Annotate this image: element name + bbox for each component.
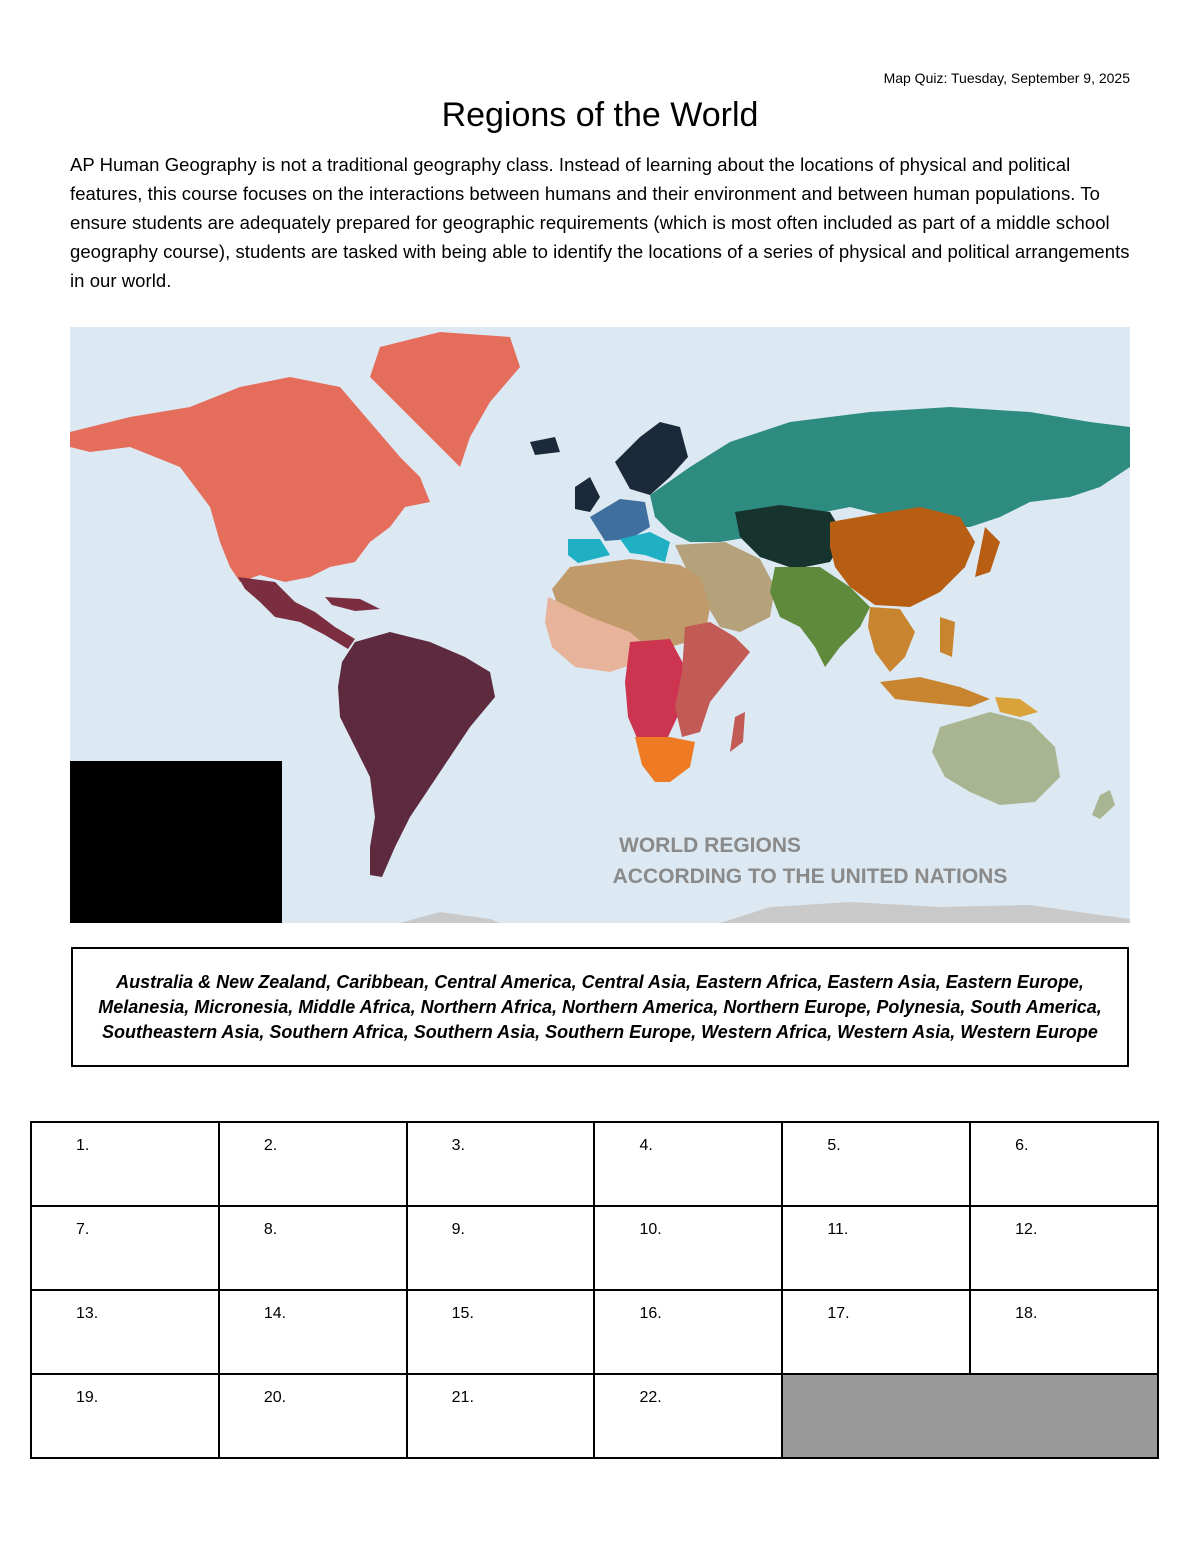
shaded-cell (782, 1374, 1158, 1458)
answer-cell[interactable]: 6. (970, 1122, 1158, 1206)
map-caption-line2: ACCORDING TO THE UNITED NATIONS (612, 865, 1008, 888)
redaction-box (70, 761, 282, 923)
answer-cell[interactable]: 17. (782, 1290, 970, 1374)
answer-cell[interactable]: 13. (31, 1290, 219, 1374)
answer-cell[interactable]: 8. (219, 1206, 407, 1290)
answer-cell[interactable]: 12. (970, 1206, 1158, 1290)
answer-cell[interactable]: 11. (782, 1206, 970, 1290)
answer-row (31, 1122, 1158, 1206)
word-bank (71, 947, 1129, 1067)
answer-cell[interactable]: 18. (970, 1290, 1158, 1374)
answer-cell[interactable]: 14. (219, 1290, 407, 1374)
map-svg (70, 327, 1130, 923)
answer-cell[interactable]: 19. (31, 1374, 219, 1458)
answer-cell[interactable]: 2. (219, 1122, 407, 1206)
map-caption-line1: WORLD REGIONS (619, 834, 801, 857)
answer-cell[interactable]: 3. (407, 1122, 595, 1206)
page-title: Regions of the World (441, 96, 759, 134)
quiz-date: Map Quiz: Tuesday, September 9, 2025 (883, 70, 1130, 86)
answer-grid (30, 1121, 1159, 1459)
answer-cell[interactable]: 7. (31, 1206, 219, 1290)
answer-row (31, 1206, 1158, 1290)
answer-cell[interactable]: 20. (219, 1374, 407, 1458)
answer-cell[interactable]: 1. (31, 1122, 219, 1206)
answer-cell[interactable]: 22. (594, 1374, 782, 1458)
intro-paragraph: AP Human Geography is not a traditional geography class. Instead of learning about the locations of physical and political features, this course focuses on the interactions between humans and their environment and between human populations. To ensure students are adequately prepared for geographic requirements (which is most often included as part of a middle school geography course), students are tasked with being able to identify the locations of a series of physical and political arrangements in our world. (70, 154, 1130, 291)
answer-cell[interactable]: 16. (594, 1290, 782, 1374)
answer-row (31, 1374, 1158, 1458)
word-bank-text: Australia & New Zealand, Caribbean, Central America, Central Asia, Eastern Africa, Eastern Asia, Eastern Europe, Melanesia, Micronesia, Middle Africa, Northern Africa, Northern America, Northern Europe, Polynesia, South America, Southeastern Asia, Southern Africa, Southern Asia, Southern Europe, Western Africa, Western Asia, Western Europe (98, 971, 1102, 1042)
answer-row (31, 1290, 1158, 1374)
answer-cell[interactable]: 9. (407, 1206, 595, 1290)
answer-cell[interactable]: 4. (594, 1122, 782, 1206)
world-regions-map (70, 327, 1130, 923)
answer-cell[interactable]: 21. (407, 1374, 595, 1458)
answer-cell[interactable]: 15. (407, 1290, 595, 1374)
answer-cell[interactable]: 5. (782, 1122, 970, 1206)
answer-cell[interactable]: 10. (594, 1206, 782, 1290)
